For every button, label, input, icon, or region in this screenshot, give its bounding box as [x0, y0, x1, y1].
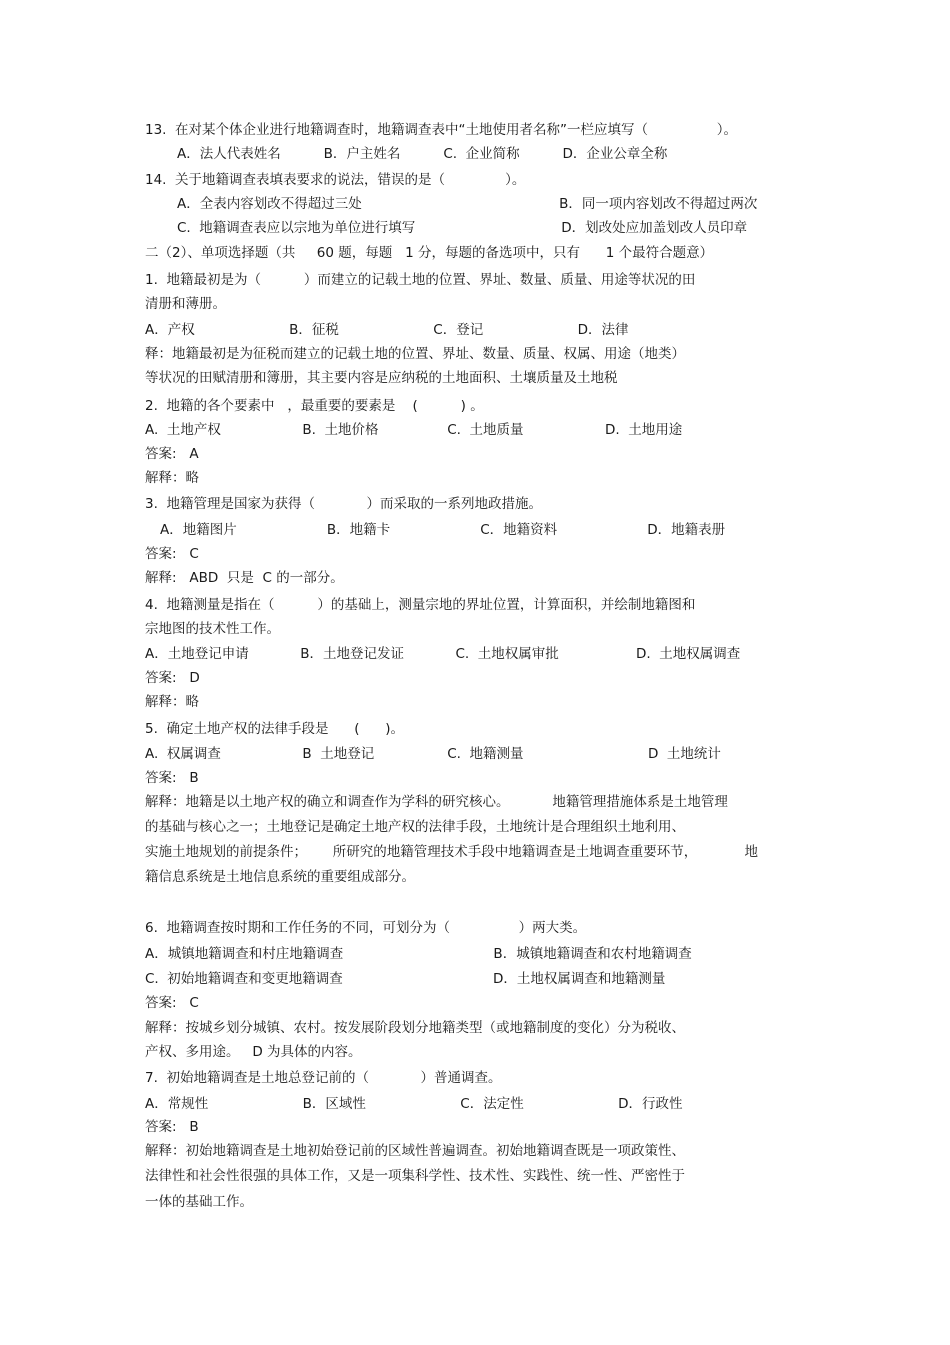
q3-stem: 3. 地籍管理是国家为获得（ ）而采取的一系列地政措施。 — [145, 496, 542, 512]
q14-options-cd: C. 地籍调查表应以宗地为单位进行填写 D．划改处应加盖划改人员印章 — [177, 220, 748, 236]
q4-stem-cont: 宗地图的技术性工作。 — [145, 621, 280, 637]
q2-stem: 2. 地籍的各个要素中 ，最重要的要素是 ( ) 。 — [145, 398, 484, 414]
q6-options-ab: A．城镇地籍调查和村庄地籍调查 B．城镇地籍调查和农村地籍调查 — [145, 946, 692, 962]
q4-options: A．土地登记申请 B．土地登记发证 C. 土地权属审批 D. 土地权属调查 — [145, 646, 741, 662]
q3-explanation: 解释: ABD 只是 C 的一部分。 — [145, 570, 344, 586]
q6-stem: 6. 地籍调查按时期和工作任务的不同，可划分为（ ）两大类。 — [145, 920, 587, 936]
q3-options: A．地籍图片 B．地籍卡 C．地籍资料 D．地籍表册 — [160, 522, 726, 538]
q2-answer: 答案: A — [145, 446, 199, 462]
q1-explanation: 释：地籍最初是为征税而建立的记载土地的位置、界址、数量、质量、权属、用途（地类） — [145, 346, 685, 362]
q5-explanation-cont3: 籍信息系统是土地信息系统的重要组成部分。 — [145, 869, 415, 885]
q2-options: A. 土地产权 B. 土地价格 C. 土地质量 D. 土地用途 — [145, 422, 683, 438]
q1-options: A．产权 B．征税 C．登记 D．法律 — [145, 322, 629, 338]
q1-explanation-cont: 等状况的田赋清册和簿册，其主要内容是应纳税的土地面积、土壤质量及土地税 — [145, 370, 618, 386]
q5-stem: 5. 确定土地产权的法律手段是 ( )。 — [145, 721, 404, 737]
q6-options-cd: C. 初始地籍调查和变更地籍调查 D．土地权属调查和地籍测量 — [145, 971, 666, 987]
q7-answer: 答案: B — [145, 1119, 199, 1135]
q3-answer: 答案: C — [145, 546, 199, 562]
q14-stem: 14. 关于地籍调查表填表要求的说法，错误的是（ ）。 — [145, 172, 526, 188]
q7-explanation-cont2: 一体的基础工作。 — [145, 1194, 253, 1210]
q4-answer: 答案: D — [145, 670, 200, 686]
q2-explanation: 解释：略 — [145, 470, 199, 486]
q7-options: A．常规性 B．区域性 C．法定性 D．行政性 — [145, 1096, 683, 1112]
q4-stem: 4. 地籍测量是指在（ ）的基础上，测量宗地的界址位置，计算面积，并绘制地籍图和 — [145, 597, 696, 613]
q7-explanation-cont1: 法律性和社会性很强的具体工作，又是一项集科学性、技术性、实践性、统一性、严密性于 — [145, 1168, 685, 1184]
q1-stem-cont: 清册和薄册。 — [145, 296, 226, 312]
section-heading: 二（2）、单项选择题（共 60 题，每题 1 分，每题的备选项中，只有 1 个最符合题意） — [145, 245, 714, 261]
q13-options: A．法人代表姓名 B．户主姓名 C. 企业简称 D．企业公章全称 — [177, 146, 668, 162]
q7-stem: 7. 初始地籍调查是土地总登记前的（ ）普通调查。 — [145, 1070, 502, 1086]
q6-explanation: 解释：按城乡划分城镇、农村。按发展阶段划分地籍类型（或地籍制度的变化）分为税收、 — [145, 1020, 685, 1036]
q13-stem: 13. 在对某个体企业进行地籍调查时，地籍调查表中“土地使用者名称”一栏应填写（ ）。 — [145, 122, 737, 138]
q14-options-ab: A．全表内容划改不得超过三处 B．同一项内容划改不得超过两次 — [177, 196, 758, 212]
q1-stem: 1. 地籍最初是为（ ）而建立的记载土地的位置、界址、数量、质量、用途等状况的田 — [145, 272, 696, 288]
q6-answer: 答案: C — [145, 995, 199, 1011]
q7-explanation: 解释：初始地籍调查是土地初始登记前的区域性普遍调查。初始地籍调查既是一项政策性、 — [145, 1143, 685, 1159]
q5-options: A. 权属调查 B 土地登记 C. 地籍测量 D 土地统计 — [145, 746, 721, 762]
q5-explanation: 解释：地籍是以土地产权的确立和调查作为学科的研究核心。 地籍管理措施体系是土地管理 — [145, 794, 728, 810]
q4-explanation: 解释：略 — [145, 694, 199, 710]
q5-answer: 答案: B — [145, 770, 199, 786]
q5-explanation-cont1: 的基础与核心之一；土地登记是确定土地产权的法律手段，土地统计是合理组织土地利用、 — [145, 819, 685, 835]
q6-explanation-cont: 产权、多用途。 D 为具体的内容。 — [145, 1044, 362, 1060]
q5-explanation-cont2: 实施土地规划的前提条件； 所研究的地籍管理技术手段中地籍调查是土地调查重要环节， 地 — [145, 844, 758, 860]
